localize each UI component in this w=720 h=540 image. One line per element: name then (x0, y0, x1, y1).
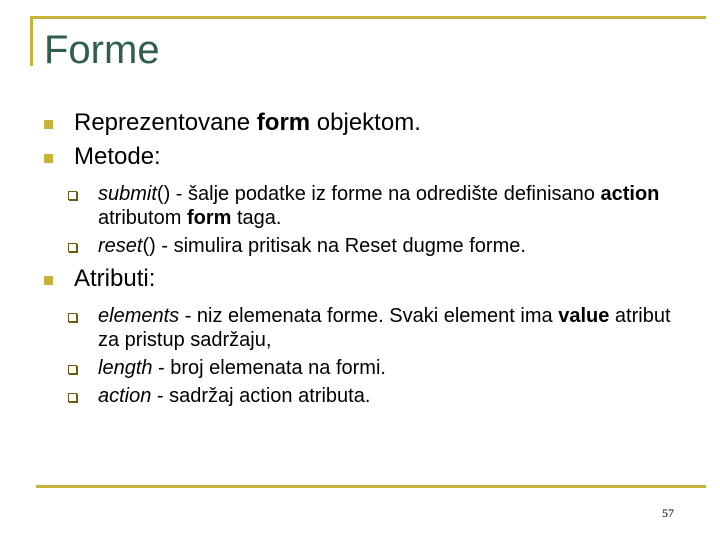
square-bullet-icon (44, 120, 53, 129)
sub-bullet-elements: elements - niz elemenata forme. Svaki element ima value atribut za pristup sadržaju, (44, 304, 684, 352)
hollow-square-bullet-icon (68, 313, 77, 322)
sub-bullet-action: action - sadržaj action atributa. (44, 384, 684, 408)
hollow-square-bullet-icon (68, 393, 77, 402)
sub-bullet-length: length - broj elemenata na formi. (44, 356, 684, 380)
bottom-rule (36, 485, 706, 488)
page-number: 57 (662, 506, 674, 520)
metode-sublist (44, 182, 684, 258)
left-rule (30, 16, 33, 66)
bullet-metode: Metode: (44, 140, 684, 174)
content-area (44, 106, 684, 412)
bullet-reprezentovane: Reprezentovane form objektom. (44, 106, 684, 140)
sub-bullet-reset: reset() - simulira pritisak na Reset dugme forme. (44, 234, 684, 258)
bullet-atributi: Atributi: (44, 262, 684, 296)
square-bullet-icon (44, 276, 53, 285)
hollow-square-bullet-icon (68, 243, 77, 252)
sub-bullet-submit: submit() - šalje podatke iz forme na odredište definisano action atributom form taga. (44, 182, 684, 230)
slide-title: Forme (44, 28, 160, 72)
hollow-square-bullet-icon (68, 365, 77, 374)
hollow-square-bullet-icon (68, 191, 77, 200)
square-bullet-icon (44, 154, 53, 163)
atributi-sublist (44, 304, 684, 408)
top-rule (30, 16, 706, 19)
